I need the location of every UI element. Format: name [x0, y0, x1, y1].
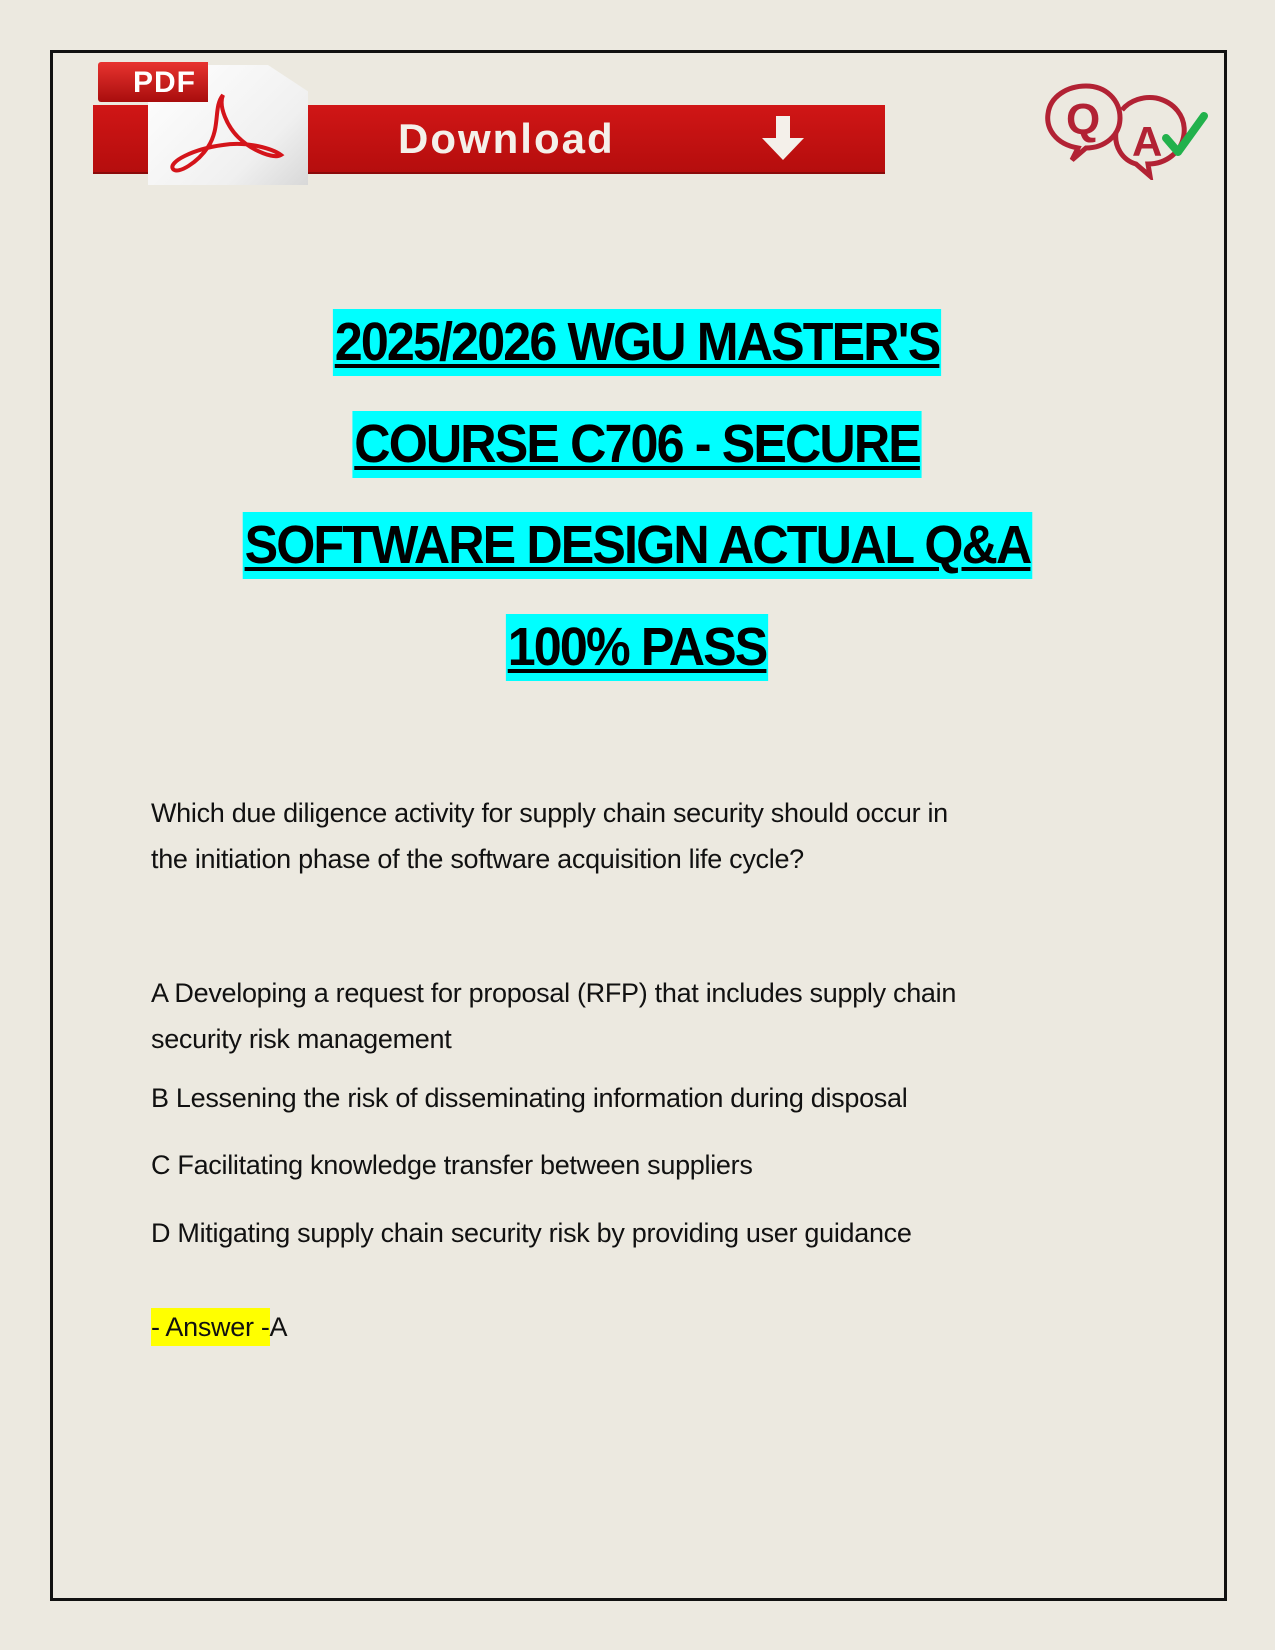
answer-line [151, 1304, 287, 1350]
title-line-3: SOFTWARE DESIGN ACTUAL Q&A [243, 512, 1033, 579]
answer-options [151, 970, 1141, 1342]
question-line-2: the initiation phase of the software acquisition life cycle? [151, 844, 804, 874]
document-title [0, 309, 1275, 715]
title-line-4: 100% PASS [506, 614, 768, 681]
option-a-line-1: A Developing a request for proposal (RFP) that includes supply chain [151, 978, 957, 1008]
svg-text:A: A [1132, 118, 1163, 165]
svg-text:Q: Q [1066, 95, 1101, 144]
qa-checkmark-icon [1040, 80, 1210, 180]
question-block [151, 790, 1141, 1342]
option-a [151, 970, 1141, 1062]
download-label: Download [398, 115, 615, 162]
question-line-1: Which due diligence activity for supply chain security should occur in [151, 798, 948, 828]
arrow-down-icon [758, 114, 808, 164]
option-a-line-2: security risk management [151, 1024, 452, 1054]
question-text [151, 790, 1141, 882]
title-line-1: 2025/2026 WGU MASTER'S [333, 309, 941, 376]
option-b: B Lessening the risk of disseminating information during disposal [151, 1083, 908, 1113]
option-c: C Facilitating knowledge transfer between suppliers [151, 1150, 753, 1180]
answer-value: A [269, 1312, 288, 1342]
option-d: D Mitigating supply chain security risk by providing user guidance [151, 1218, 912, 1248]
pdf-download-banner[interactable] [93, 62, 888, 187]
title-line-2: COURSE C706 - SECURE [353, 411, 922, 478]
pdf-label: PDF [98, 62, 208, 102]
answer-label: - Answer - [151, 1308, 270, 1346]
